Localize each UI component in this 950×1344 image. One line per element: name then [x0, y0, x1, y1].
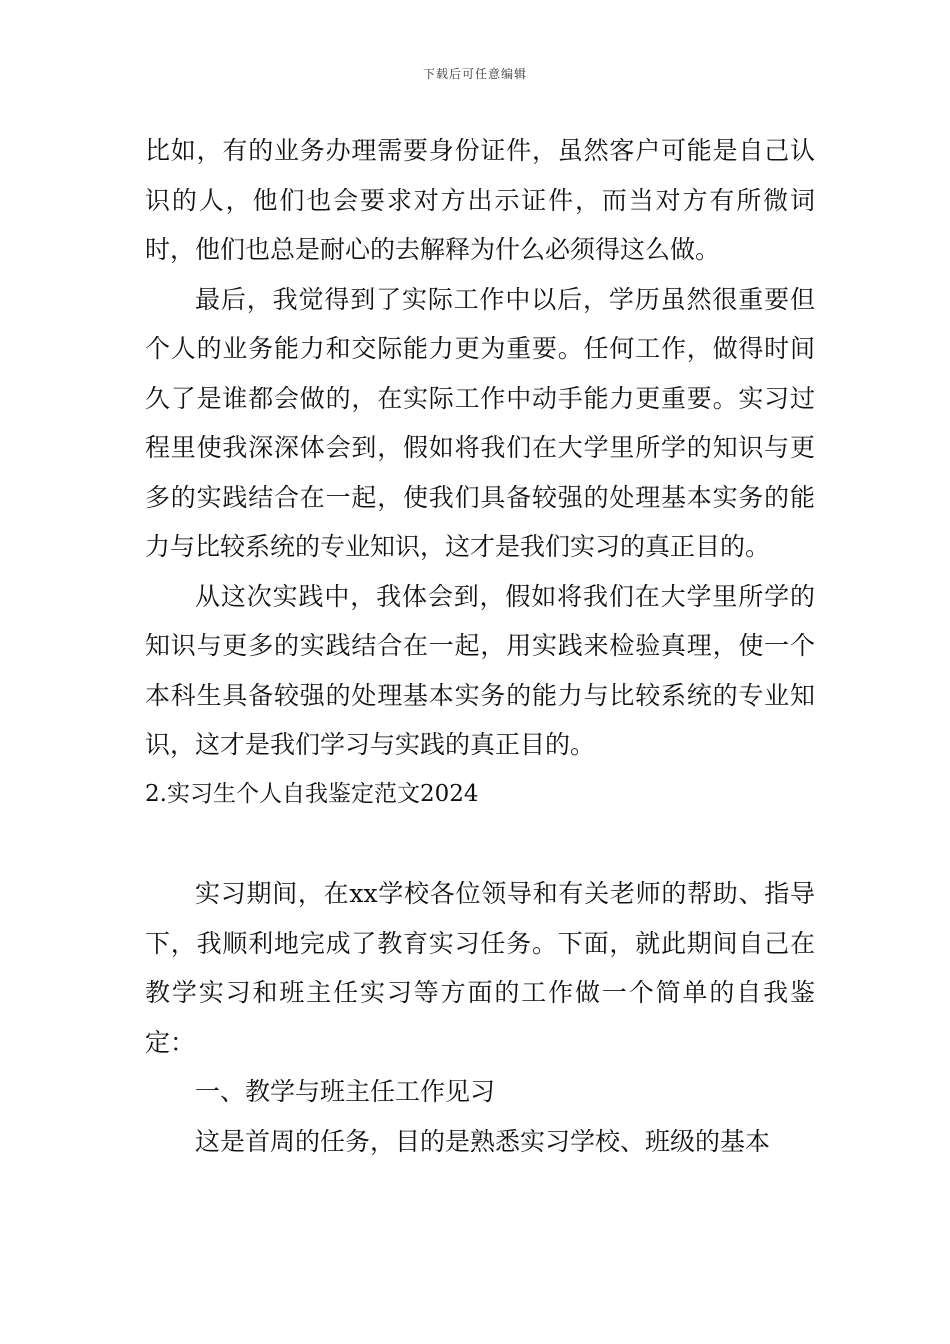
spacer	[145, 819, 815, 869]
paragraph-5: 一、教学与班主任工作见习	[195, 1077, 496, 1106]
page-header: 下载后可任意编辑	[422, 67, 527, 81]
paragraph-6: 这是首周的任务，目的是熟悉实习学校、班级的基本	[195, 1126, 771, 1156]
paragraph-3: 从这次实践中，我体会到，假如将我们在大学里所学的知识与更多的实践结合在一起，用实践来检验真理，使一个本科生具备较强的处理基本实务的能力与比较系统的专业知识，这才是我们学习与实践的真正目的。	[145, 581, 815, 759]
paragraph-1: 比如，有的业务办理需要身份证件，虽然客户可能是自己认识的人，他们也会要求对方出示证件，而当对方有所微词时，他们也总是耐心的去解释为什么必须得这么做。	[145, 136, 815, 264]
document-body	[145, 126, 815, 1166]
paragraph-2: 最后，我觉得到了实际工作中以后，学历虽然很重要但个人的业务能力和交际能力更为重要。任何工作，做得时间久了是谁都会做的，在实际工作中动手能力更重要。实习过程里使我深深体会到，假如将我们在大学里所学的知识与更多的实践结合在一起，使我们具备较强的处理基本实务的能力与比较系统的专业知识，这才是我们实习的真正目的。	[145, 284, 815, 561]
paragraph-4: 实习期间，在xx学校各位领导和有关老师的帮助、指导下，我顺利地完成了教育实习任务。下面，就此期间自己在教学实习和班主任实习等方面的工作做一个简单的自我鉴定：	[145, 879, 815, 1057]
section-heading: 2.实习生个人自我鉴定范文2024	[145, 780, 479, 807]
